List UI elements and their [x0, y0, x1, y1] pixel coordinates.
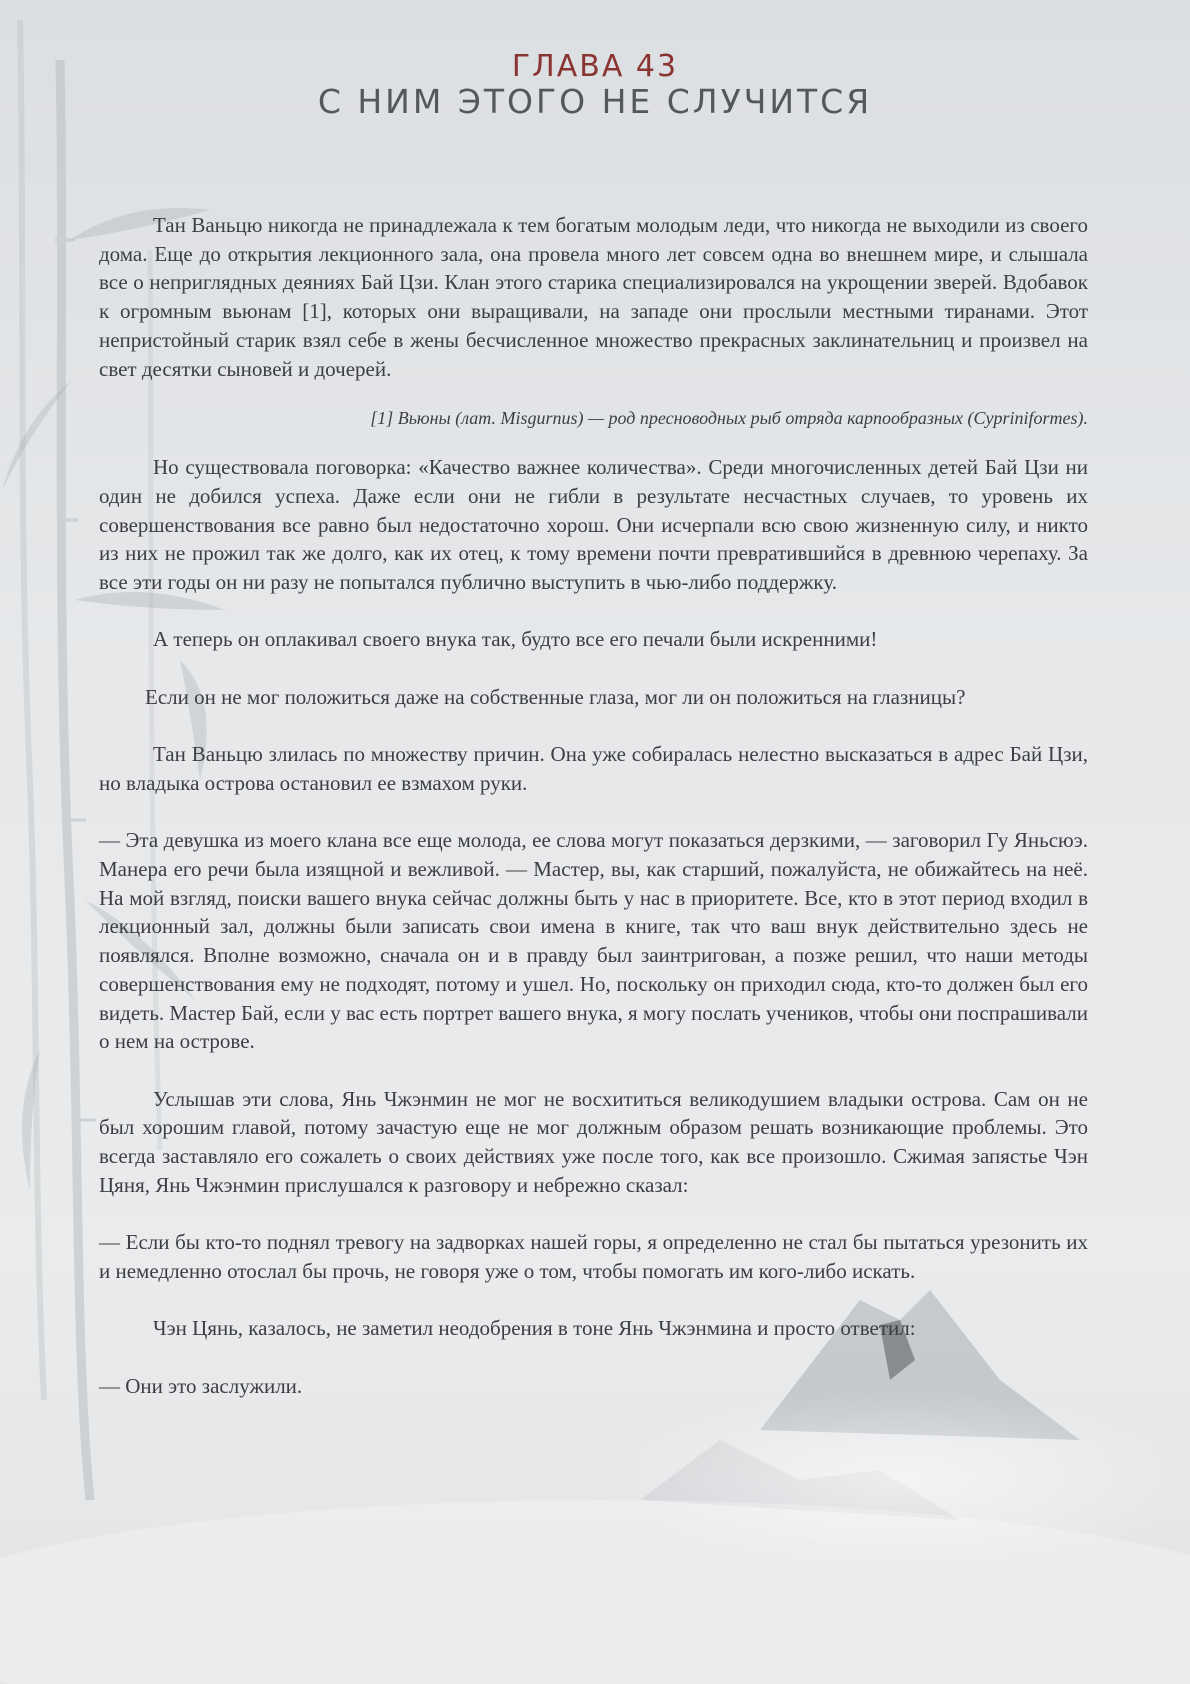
paragraph: Тан Ваньцю никогда не принадлежала к тем богатым молодым леди, что никогда не выходили из своего дома. Еще до открытия лекционного зала, она провела много лет совсем одна во внешнем мире, и слышала все о неприглядных деяниях Бай Цзи. Клан этого старика специализировался на укрощении зверей. Вдобавок к огромным вьюнам [1], которых они выращивали, на западе они прослыли местными тиранами. Этот непристойный старик взял себе в жены бесчисленное множество прекрасных заклинательниц и произвел на свет десятки сыновей и дочерей.: [99, 213, 1088, 381]
dialogue-paragraph: — Если бы кто-то поднял тревогу на задворках нашей горы, я определенно не стал бы пытаться урезонить их и немедленно отослал бы прочь, не говоря уже о том, чтобы помогать им кого-либо искать.: [99, 1230, 1088, 1283]
dialogue-paragraph: — Они это заслужили.: [99, 1373, 303, 1398]
chapter-number: ГЛАВА 43: [511, 49, 679, 84]
chapter-title: С НИМ ЭТОГО НЕ СЛУЧИТСЯ: [317, 82, 873, 121]
paragraph: Услышав эти слова, Янь Чжэнмин не мог не восхититься великодушием владыки острова. Сам он не был хорошим главой, потому зачастую еще не мог должным образом решать возникающие проблемы. Это всегда заставляло его сожалеть о своих действиях уже после того, как все произошло. Сжимая запястье Чэн Цяня, Янь Чжэнмин прислушался к разговору и небрежно сказал:: [99, 1086, 1088, 1197]
chapter-body: [99, 211, 1088, 1400]
footnote: [1] Вьюны (лат. Misgurnus) — род пресноводных рыб отряда карпообразных (Cypriniformes).: [370, 408, 1088, 429]
paragraph: Но существовала поговорка: «Качество важнее количества». Среди многочисленных детей Бай Цзи ни один не добился успеха. Даже если они не гибли в результате несчастных случаев, то уровень их совершенствования все равно был недостаточно хорош. Они исчерпали всю свою жизненную силу, и никто из них не прожил так же долго, как их отец, к тому времени почти превратившийся в древнюю черепаху. За все эти годы он ни разу не попытался публично выступить в чью-либо поддержку.: [99, 455, 1088, 595]
paragraph: Тан Ваньцю злилась по множеству причин. Она уже собиралась нелестно высказаться в адрес Бай Цзи, но владыка острова остановил ее взмахом руки.: [99, 742, 1088, 795]
paragraph: А теперь он оплакивал своего внука так, будто все его печали были искренними!: [153, 627, 878, 652]
paragraph: Если он не мог положиться даже на собственные глаза, мог ли он положиться на глазницы?: [145, 684, 966, 709]
paragraph: Чэн Цянь, казалось, не заметил неодобрения в тоне Янь Чжэнмина и просто ответил:: [153, 1316, 916, 1341]
dialogue-paragraph: — Эта девушка из моего клана все еще молода, ее слова могут показаться дерзкими, — заговорил Гу Яньсюэ. Манера его речи была изящной и вежливой. — Мастер, вы, как старший, пожалуйста, не обижайтесь на неё. На мой взгляд, поиски вашего внука сейчас должны быть у нас в приоритете. Все, кто в этот период входил в лекционный зал, должны были записать свои имена в книге, так что ваш внук действительно здесь не появлялся. Вполне возможно, сначала он и в правду был заинтригован, а позже решил, что наши методы совершенствования ему не подходят, потому и ушел. Но, поскольку он приходил сюда, кто-то должен был его видеть. Мастер Бай, если у вас есть портрет вашего внука, я могу послать учеников, чтобы они поспрашивали о нем на острове.: [99, 828, 1088, 1054]
